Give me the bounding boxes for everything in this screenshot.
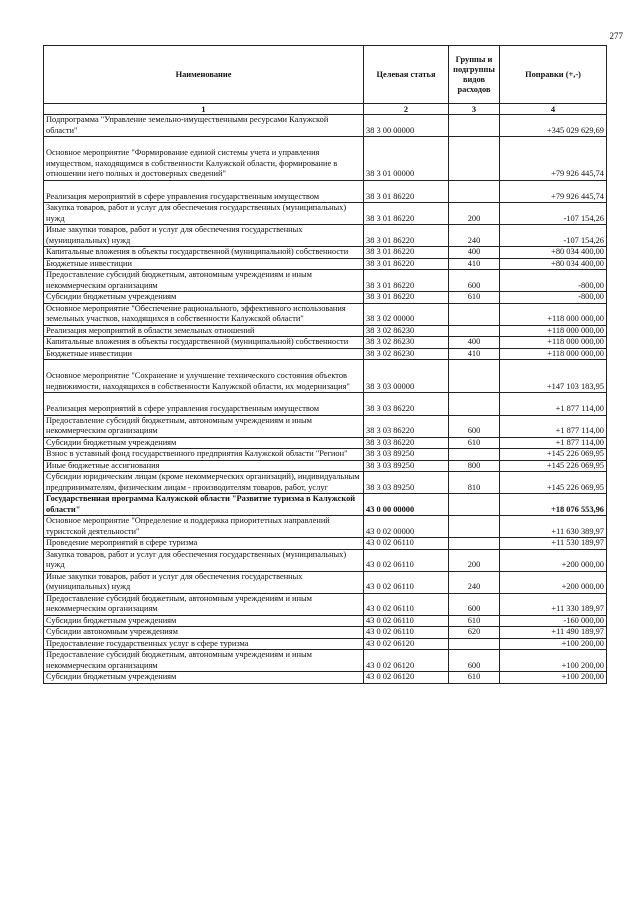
- row-article-cell: 38 3 02 00000: [364, 303, 449, 325]
- table-row: [44, 337, 607, 349]
- row-article-cell: 43 0 02 06110: [364, 571, 449, 593]
- row-group-cell: [449, 180, 500, 203]
- row-name-cell: Взнос в уставный фонд государственного предприятия Калужской области "Регион": [44, 449, 364, 461]
- row-article-cell: 38 3 01 86220: [364, 258, 449, 270]
- row-group-cell: [449, 516, 500, 538]
- row-group-cell: 610: [449, 672, 500, 684]
- row-amount-cell: +79 926 445,74: [500, 180, 607, 203]
- row-name-cell: Реализация мероприятий в области земельных отношений: [44, 325, 364, 337]
- table-row: [44, 627, 607, 639]
- row-article-cell: 38 3 03 86220: [364, 415, 449, 437]
- row-article-cell: 38 3 03 86220: [364, 437, 449, 449]
- table-row: [44, 437, 607, 449]
- table-row: [44, 303, 607, 325]
- row-name-cell: Бюджетные инвестиции: [44, 258, 364, 270]
- row-group-cell: 600: [449, 650, 500, 672]
- row-group-cell: 400: [449, 247, 500, 259]
- row-group-cell: 600: [449, 415, 500, 437]
- row-article-cell: 43 0 02 06120: [364, 638, 449, 650]
- table-row: [44, 571, 607, 593]
- column-number-row: [44, 104, 607, 115]
- row-group-cell: [449, 303, 500, 325]
- row-amount-cell: +145 226 069,95: [500, 460, 607, 472]
- table-row: [44, 292, 607, 304]
- table-row: [44, 115, 607, 137]
- column-number: 3: [449, 104, 500, 115]
- row-name-cell: Закупка товаров, работ и услуг для обеспечения государственных (муниципальных) нужд: [44, 203, 364, 225]
- row-amount-cell: +1 877 114,00: [500, 415, 607, 437]
- row-article-cell: 43 0 02 06120: [364, 672, 449, 684]
- row-name-cell: Субсидии автономным учреждениям: [44, 627, 364, 639]
- row-name-cell: Предоставление субсидий бюджетным, автономным учреждениям и иным некоммерческим организациям: [44, 270, 364, 292]
- row-amount-cell: +118 000 000,00: [500, 325, 607, 337]
- row-article-cell: 38 3 02 86230: [364, 325, 449, 337]
- header-amendments: Поправки (+,-): [500, 46, 607, 104]
- table-row: [44, 258, 607, 270]
- header-name: Наименование: [44, 46, 364, 104]
- row-article-cell: 38 3 03 89250: [364, 472, 449, 494]
- row-amount-cell: +18 076 553,96: [500, 494, 607, 516]
- row-name-cell: Капитальные вложения в объекты государственной (муниципальной) собственности: [44, 247, 364, 259]
- row-group-cell: 410: [449, 348, 500, 360]
- row-name-cell: Основное мероприятие "Формирование единой системы учета и управления имуществом, находящимся в собственности Калужской области, формирование в отношении него полных и достоверных сведений": [44, 137, 364, 181]
- row-name-cell: Основное мероприятие "Определение и поддержка приоритетных направлений туристской деятельности": [44, 516, 364, 538]
- row-group-cell: 610: [449, 437, 500, 449]
- row-group-cell: 240: [449, 571, 500, 593]
- row-article-cell: 43 0 02 06110: [364, 549, 449, 571]
- table-row: [44, 360, 607, 393]
- row-group-cell: 800: [449, 460, 500, 472]
- row-amount-cell: +200 000,00: [500, 571, 607, 593]
- row-name-cell: Предоставление субсидий бюджетным, автономным учреждениям и иным некоммерческим организациям: [44, 415, 364, 437]
- row-name-cell: Реализация мероприятий в сфере управления государственным имуществом: [44, 393, 364, 416]
- row-name-cell: Подпрограмма "Управление земельно-имущественными ресурсами Калужской области": [44, 115, 364, 137]
- row-group-cell: 610: [449, 292, 500, 304]
- row-article-cell: 38 3 03 00000: [364, 360, 449, 393]
- row-name-cell: Иные закупки товаров, работ и услуг для обеспечения государственных (муниципальных) нужд: [44, 571, 364, 593]
- row-article-cell: 43 0 02 00000: [364, 516, 449, 538]
- row-group-cell: [449, 449, 500, 461]
- row-amount-cell: +11 530 189,97: [500, 538, 607, 550]
- row-amount-cell: +200 000,00: [500, 549, 607, 571]
- row-name-cell: Проведение мероприятий в сфере туризма: [44, 538, 364, 550]
- row-amount-cell: +100 200,00: [500, 672, 607, 684]
- row-amount-cell: +145 226 069,95: [500, 472, 607, 494]
- row-group-cell: 600: [449, 270, 500, 292]
- row-article-cell: 38 3 01 86220: [364, 203, 449, 225]
- row-amount-cell: -107 154,26: [500, 203, 607, 225]
- row-name-cell: Предоставление субсидий бюджетным, автономным учреждениям и иным некоммерческим организациям: [44, 650, 364, 672]
- table-row: [44, 247, 607, 259]
- row-amount-cell: +147 103 183,95: [500, 360, 607, 393]
- column-number: 2: [364, 104, 449, 115]
- row-article-cell: 43 0 00 00000: [364, 494, 449, 516]
- row-amount-cell: -160 000,00: [500, 615, 607, 627]
- row-article-cell: 38 3 00 00000: [364, 115, 449, 137]
- row-group-cell: 600: [449, 593, 500, 615]
- row-article-cell: 43 0 02 06120: [364, 650, 449, 672]
- row-amount-cell: +100 200,00: [500, 650, 607, 672]
- row-group-cell: 240: [449, 225, 500, 247]
- row-article-cell: 38 3 03 86220: [364, 393, 449, 416]
- row-group-cell: 620: [449, 627, 500, 639]
- row-article-cell: 38 3 01 00000: [364, 137, 449, 181]
- table-row: [44, 449, 607, 461]
- table-row: [44, 638, 607, 650]
- row-group-cell: 200: [449, 549, 500, 571]
- row-name-cell: Бюджетные инвестиции: [44, 348, 364, 360]
- row-article-cell: 38 3 03 89250: [364, 449, 449, 461]
- row-group-cell: [449, 325, 500, 337]
- row-amount-cell: +1 877 114,00: [500, 393, 607, 416]
- row-amount-cell: +11 490 189,97: [500, 627, 607, 639]
- row-amount-cell: +80 034 400,00: [500, 258, 607, 270]
- row-group-cell: [449, 360, 500, 393]
- row-article-cell: 43 0 02 06110: [364, 627, 449, 639]
- row-article-cell: 38 3 01 86220: [364, 292, 449, 304]
- row-name-cell: Иные бюджетные ассигнования: [44, 460, 364, 472]
- row-group-cell: 610: [449, 615, 500, 627]
- row-amount-cell: -800,00: [500, 292, 607, 304]
- row-group-cell: 410: [449, 258, 500, 270]
- row-name-cell: Субсидии бюджетным учреждениям: [44, 292, 364, 304]
- row-amount-cell: -107 154,26: [500, 225, 607, 247]
- row-name-cell: Предоставление государственных услуг в сфере туризма: [44, 638, 364, 650]
- table-row: [44, 225, 607, 247]
- table-row: [44, 472, 607, 494]
- table-row: [44, 415, 607, 437]
- row-amount-cell: +11 330 189,97: [500, 593, 607, 615]
- row-amount-cell: +145 226 069,95: [500, 449, 607, 461]
- table-row: [44, 180, 607, 203]
- table-row: [44, 650, 607, 672]
- header-article: Целевая статья: [364, 46, 449, 104]
- table-body: [44, 115, 607, 684]
- row-article-cell: 43 0 02 06110: [364, 538, 449, 550]
- row-amount-cell: +118 000 000,00: [500, 337, 607, 349]
- column-number: 1: [44, 104, 364, 115]
- header-row: [44, 46, 607, 104]
- row-name-cell: Иные закупки товаров, работ и услуг для обеспечения государственных (муниципальных) нужд: [44, 225, 364, 247]
- row-name-cell: Субсидии бюджетным учреждениям: [44, 672, 364, 684]
- table-row: [44, 538, 607, 550]
- row-group-cell: 400: [449, 337, 500, 349]
- row-article-cell: 38 3 02 86230: [364, 337, 449, 349]
- row-article-cell: 43 0 02 06110: [364, 615, 449, 627]
- table-row: [44, 137, 607, 181]
- table-row: [44, 203, 607, 225]
- row-group-cell: [449, 393, 500, 416]
- row-name-cell: Основное мероприятие "Сохранение и улучшение технического состояния объектов недвижимости, находящихся в собственности Калужской области, их модернизация": [44, 360, 364, 393]
- row-amount-cell: +100 200,00: [500, 638, 607, 650]
- budget-amendments-table: [43, 45, 607, 684]
- row-amount-cell: +118 000 000,00: [500, 348, 607, 360]
- row-amount-cell: +345 029 629,69: [500, 115, 607, 137]
- row-article-cell: 38 3 01 86220: [364, 270, 449, 292]
- row-amount-cell: -800,00: [500, 270, 607, 292]
- table-row: [44, 348, 607, 360]
- row-name-cell: Субсидии юридическим лицам (кроме некоммерческих организаций), индивидуальным предпринимателям, физическим лицам - производителям товаров, работ, услуг: [44, 472, 364, 494]
- row-article-cell: 38 3 01 86220: [364, 180, 449, 203]
- row-article-cell: 38 3 01 86220: [364, 247, 449, 259]
- table-row: [44, 549, 607, 571]
- row-group-cell: [449, 638, 500, 650]
- row-group-cell: 200: [449, 203, 500, 225]
- row-name-cell: Реализация мероприятий в сфере управления государственным имуществом: [44, 180, 364, 203]
- page-number: 277: [609, 31, 623, 41]
- table-row: [44, 393, 607, 416]
- row-name-cell: Основное мероприятие "Обеспечение рационального, эффективного использования земельных участков, находящихся в собственности Калужской области": [44, 303, 364, 325]
- table-row: [44, 460, 607, 472]
- table-row: [44, 672, 607, 684]
- row-group-cell: 810: [449, 472, 500, 494]
- row-article-cell: 38 3 02 86230: [364, 348, 449, 360]
- table-row: [44, 593, 607, 615]
- table-row: [44, 516, 607, 538]
- row-amount-cell: +79 926 445,74: [500, 137, 607, 181]
- row-name-cell: Капитальные вложения в объекты государственной (муниципальной) собственности: [44, 337, 364, 349]
- table-row: [44, 615, 607, 627]
- table-row: [44, 494, 607, 516]
- header-groups: Группы и подгруппы видов расходов: [449, 46, 500, 104]
- table-row: [44, 325, 607, 337]
- row-group-cell: [449, 137, 500, 181]
- row-article-cell: 43 0 02 06110: [364, 593, 449, 615]
- row-amount-cell: +1 877 114,00: [500, 437, 607, 449]
- row-name-cell: Закупка товаров, работ и услуг для обеспечения государственных (муниципальных) нужд: [44, 549, 364, 571]
- row-article-cell: 38 3 03 89250: [364, 460, 449, 472]
- row-name-cell: Субсидии бюджетным учреждениям: [44, 437, 364, 449]
- row-name-cell: Государственная программа Калужской области "Развитие туризма в Калужской области": [44, 494, 364, 516]
- row-article-cell: 38 3 01 86220: [364, 225, 449, 247]
- row-name-cell: Предоставление субсидий бюджетным, автономным учреждениям и иным некоммерческим организациям: [44, 593, 364, 615]
- row-amount-cell: +118 000 000,00: [500, 303, 607, 325]
- row-group-cell: [449, 494, 500, 516]
- column-number: 4: [500, 104, 607, 115]
- row-amount-cell: +11 630 389,97: [500, 516, 607, 538]
- row-group-cell: [449, 538, 500, 550]
- table-row: [44, 270, 607, 292]
- row-amount-cell: +80 034 400,00: [500, 247, 607, 259]
- row-name-cell: Субсидии бюджетным учреждениям: [44, 615, 364, 627]
- row-group-cell: [449, 115, 500, 137]
